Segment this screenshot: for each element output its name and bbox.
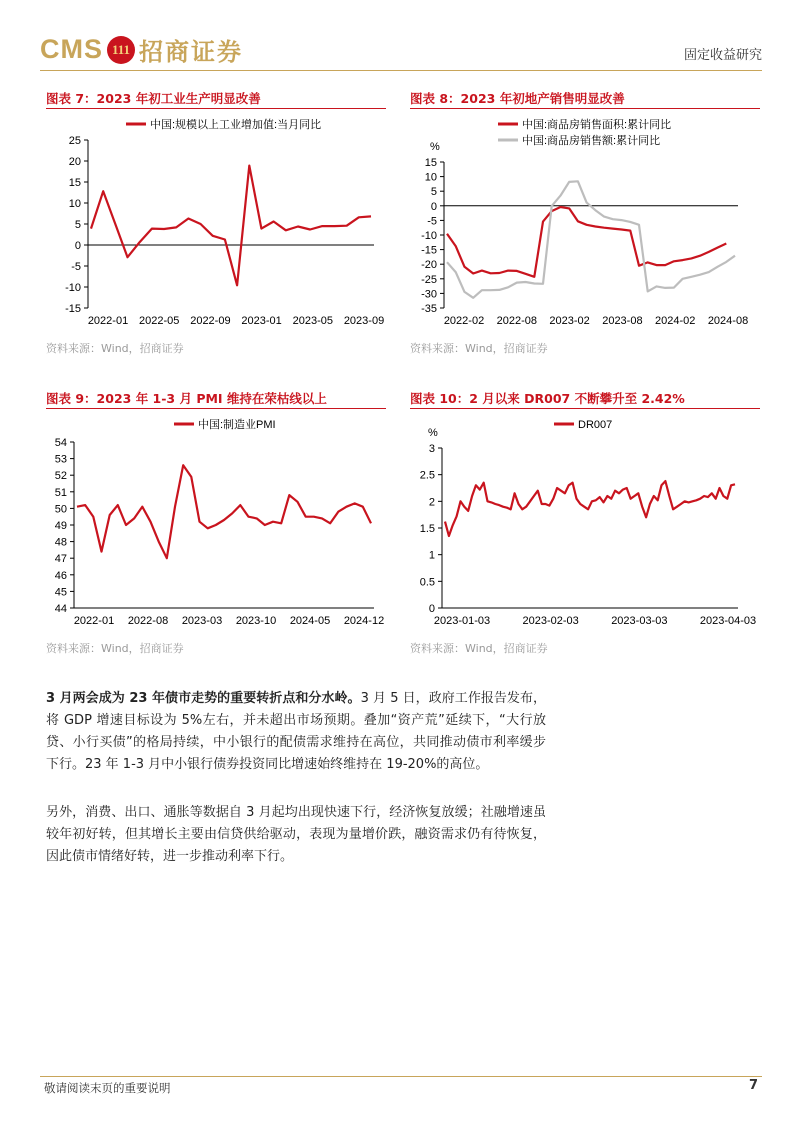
y-axis-unit: % xyxy=(428,427,438,439)
x-tick-label: 2024-08 xyxy=(707,315,749,327)
chart-7-industrial-output xyxy=(46,112,386,340)
x-tick-label: 2023-04-03 xyxy=(699,615,757,627)
y-tick-label: 44 xyxy=(54,603,67,615)
y-tick-label: 49 xyxy=(54,520,67,532)
footer-disclaimer-note: 敬请阅读末页的重要说明 xyxy=(44,1081,171,1095)
x-tick-label: 2022-01 xyxy=(87,315,129,327)
y-tick-label: -30 xyxy=(421,288,437,301)
y-tick-label: 53 xyxy=(54,453,67,466)
chart-8-property-sales xyxy=(410,112,760,340)
chart-10-source: 资料来源：Wind，招商证券 xyxy=(410,642,548,655)
logo-chinese-name: 招商证券 xyxy=(139,38,243,66)
x-tick-label: 2023-01 xyxy=(241,315,282,327)
chart-10-title-rule xyxy=(410,408,760,409)
y-tick-label: 0 xyxy=(428,603,435,615)
x-tick-label: 2023-03-03 xyxy=(611,615,668,627)
y-tick-label: 2.5 xyxy=(419,469,435,482)
y-tick-label: 10 xyxy=(68,198,81,210)
x-tick-label: 2024-12 xyxy=(343,615,385,627)
series-line-1 xyxy=(91,166,371,286)
y-tick-label: 51 xyxy=(54,486,67,499)
y-tick-label: 5 xyxy=(74,219,81,231)
legend-label-1: 中国:制造业PMI xyxy=(198,419,276,431)
y-tick-label: -20 xyxy=(421,259,437,272)
page-number: 7 xyxy=(748,1078,758,1093)
legend-label-1: DR007 xyxy=(578,419,613,431)
x-tick-label: 2023-05 xyxy=(292,315,333,327)
x-tick-label: 2023-01-03 xyxy=(433,615,491,627)
y-tick-label: 3 xyxy=(428,443,435,455)
chart-7-source: 资料来源：Wind，招商证券 xyxy=(46,342,184,355)
y-tick-label: 50 xyxy=(54,503,67,516)
y-tick-label: 54 xyxy=(54,437,67,449)
x-tick-label: 2023-08 xyxy=(602,315,643,327)
paragraph-1 xyxy=(46,688,546,776)
paragraph-1-lead: 3 月两会成为 23 年债市走势的重要转折点和分水岭。 xyxy=(46,691,361,706)
y-tick-label: 10 xyxy=(424,171,437,184)
page-header xyxy=(40,30,762,68)
chart-9-pmi xyxy=(46,412,386,640)
y-tick-label: 47 xyxy=(54,553,67,566)
legend-label-1: 中国:商品房销售面积:累计同比 xyxy=(522,119,672,131)
x-tick-label: 2022-08 xyxy=(496,315,537,327)
x-tick-label: 2022-05 xyxy=(139,315,180,327)
y-tick-label: 1 xyxy=(428,549,435,562)
x-tick-label: 2022-09 xyxy=(190,315,231,327)
header-divider xyxy=(40,70,762,71)
y-tick-label: -5 xyxy=(427,215,437,228)
chart-8-source: 资料来源：Wind，招商证券 xyxy=(410,342,548,355)
x-tick-label: 2023-03 xyxy=(181,615,223,627)
series-line-1 xyxy=(445,481,735,536)
y-axis-unit: % xyxy=(430,141,440,153)
y-tick-label: 5 xyxy=(430,186,437,199)
y-tick-label: -10 xyxy=(65,282,81,294)
x-tick-label: 2023-09 xyxy=(343,315,385,327)
section-label: 固定收益研究 xyxy=(683,48,762,63)
y-tick-label: 25 xyxy=(68,135,81,147)
y-tick-label: 0 xyxy=(430,200,437,213)
chart-7-title-rule xyxy=(46,108,386,109)
company-logo xyxy=(40,32,243,67)
series-line-1 xyxy=(447,207,726,277)
y-tick-label: -10 xyxy=(421,230,437,242)
chart-10-title: 图表 10：2 月以来 DR007 不断攀升至 2.42% xyxy=(410,391,685,406)
y-tick-label: 0.5 xyxy=(419,576,435,589)
y-tick-label: -15 xyxy=(65,303,81,315)
series-line-2 xyxy=(447,181,735,297)
chart-8-title: 图表 8：2023 年初地产销售明显改善 xyxy=(410,91,625,106)
y-tick-label: 48 xyxy=(54,536,67,549)
footer-divider xyxy=(40,1076,762,1077)
x-tick-label: 2023-10 xyxy=(235,615,277,627)
y-tick-label: -15 xyxy=(421,244,437,257)
chart-7-title: 图表 7：2023 年初工业生产明显改善 xyxy=(46,91,261,106)
chart-9-source: 资料来源：Wind，招商证券 xyxy=(46,642,184,655)
paragraph-1-body: 3 月 5 日，政府工作报告发布，将 GDP 增速目标设为 5%左右，并未超出市场预期。叠加“资产荒”延续下，“大行放贷、小行买债”的格局持续，中小银行的配债需求维持在高位，共同推动债市利率缓步下行。23 年 1-3 月中小银行债券投资同比增速始终维持在 19-20%的高位。 xyxy=(46,691,546,772)
y-tick-label: 20 xyxy=(68,156,81,168)
chart-10-dr007 xyxy=(410,412,760,640)
chart-9-title: 图表 9：2023 年 1-3 月 PMI 维持在荣枯线以上 xyxy=(46,391,327,406)
chart-8-title-rule xyxy=(410,108,760,109)
chart-9-title-rule xyxy=(46,408,386,409)
y-tick-label: -35 xyxy=(421,303,437,315)
y-tick-label: 2 xyxy=(428,496,435,509)
y-tick-label: 15 xyxy=(68,177,81,189)
series-line-1 xyxy=(77,465,371,558)
y-tick-label: 45 xyxy=(54,586,67,599)
logo-badge: 111 xyxy=(107,36,135,64)
y-tick-label: -25 xyxy=(421,273,437,286)
y-tick-label: 52 xyxy=(54,470,67,483)
y-tick-label: 15 xyxy=(424,157,437,169)
x-tick-label: 2023-02 xyxy=(549,315,590,327)
paragraph-2: 另外，消费、出口、通胀等数据自 3 月起均出现快速下行，经济恢复放缓；社融增速虽较年初好转，但其增长主要由信贷供给驱动，表现为量增价跌，融资需求仍有待恢复，因此债市情绪好转，进一步推动利率下行。 xyxy=(46,805,546,864)
x-tick-label: 2024-02 xyxy=(655,315,696,327)
x-tick-label: 2023-02-03 xyxy=(522,615,579,627)
y-tick-label: 0 xyxy=(74,240,81,252)
x-tick-label: 2022-08 xyxy=(127,615,169,627)
logo-text: CMS xyxy=(40,34,103,64)
legend-label-1: 中国:规模以上工业增加值:当月同比 xyxy=(150,119,322,131)
x-tick-label: 2022-02 xyxy=(443,315,485,327)
y-tick-label: -5 xyxy=(71,261,81,273)
y-tick-label: 46 xyxy=(54,569,67,582)
x-tick-label: 2022-01 xyxy=(73,615,115,627)
y-tick-label: 1.5 xyxy=(419,523,435,535)
x-tick-label: 2024-05 xyxy=(289,615,331,627)
legend-label-2: 中国:商品房销售额:累计同比 xyxy=(522,135,661,147)
